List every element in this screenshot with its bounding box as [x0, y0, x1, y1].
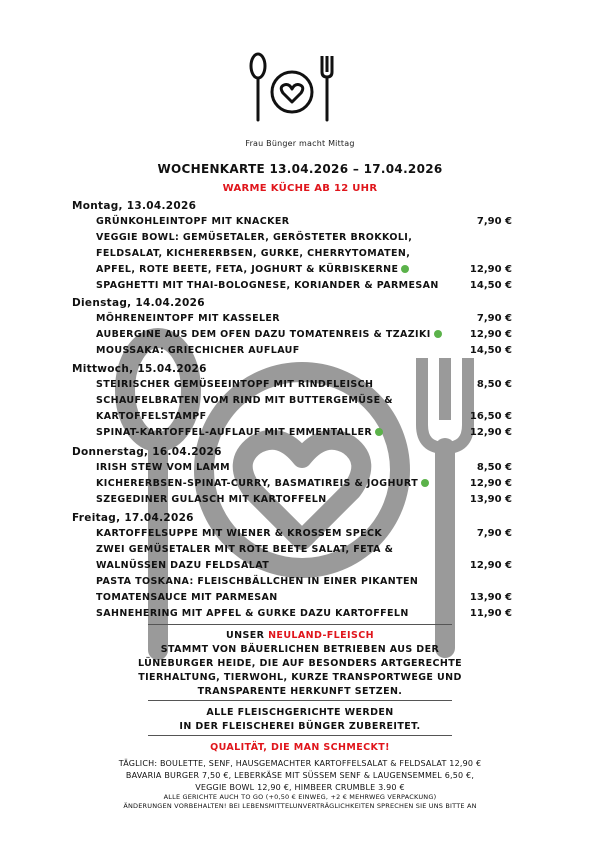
menu-item: ZWEI GEMÜSETALER MIT ROTE BEETE SALAT, FETA & — [96, 544, 394, 555]
menu-item: VEGGIE BOWL: GEMÜSETALER, GERÖSTETER BROKKOLI, — [96, 232, 413, 243]
quality-slogan: QUALITÄT, DIE MAN SCHMECKT! — [210, 742, 390, 753]
day-heading-tuesday: Dienstag, 14.04.2026 — [72, 297, 205, 309]
page-title: WOCHENKARTE 13.04.2026 – 17.04.2026 — [157, 162, 443, 176]
price: 13,90 € — [469, 592, 512, 603]
menu-item: STEIRISCHER GEMÜSEEINTOPF MIT RINDFLEISCH — [96, 379, 374, 390]
veg-leaf-icon — [401, 265, 409, 273]
price: 7,90 € — [476, 216, 512, 227]
day-heading-monday: Montag, 13.04.2026 — [72, 200, 197, 212]
daily-offers: TÄGLICH: BOULETTE, SENF, HAUSGEMACHTER KARTOFFELSALAT & FELDSALAT 12,90 € BAVARIA BURGER 7,50 €, LEBERKÄSE MIT SÜSSEM SENF & LAUGENSEMMEL 6,50 €, VEGGIE BOWL 12,90 €, HIMBEER CRUMBLE 3.90 € — [118, 759, 482, 792]
price: 12,90 € — [469, 264, 512, 275]
price: 8,50 € — [476, 379, 512, 390]
logo-icon — [244, 48, 344, 128]
togo-note: ALLE GERICHTE AUCH TO GO (+0,50 € EINWEG, +2 € MEHRWEG VERPACKUNG) — [163, 793, 437, 801]
divider — [148, 735, 452, 736]
menu-item: KARTOFFELSTAMPF — [96, 411, 207, 422]
price: 13,90 € — [469, 494, 512, 505]
menu-item: IRISH STEW VOM LAMM — [96, 462, 231, 473]
price: 12,90 € — [469, 427, 512, 438]
menu-item: SZEGEDINER GULASCH MIT KARTOFFELN — [96, 494, 327, 505]
menu-item: TOMATENSAUCE MIT PARMESAN — [96, 592, 278, 603]
menu-item: SAHNEHERING MIT APFEL & GURKE DAZU KARTOFFELN — [96, 608, 409, 619]
menu-item: WALNÜSSEN DAZU FELDSALAT — [96, 560, 270, 571]
menu-item: SCHAUFELBRATEN VOM RIND MIT BUTTERGEMÜSE & — [96, 395, 393, 406]
price: 16,50 € — [469, 411, 512, 422]
price: 14,50 € — [469, 345, 512, 356]
veg-leaf-icon — [434, 330, 442, 338]
meat-note: ALLE FLEISCHGERICHTE WERDEN IN DER FLEISCHEREI BÜNGER ZUBEREITET. — [179, 707, 421, 732]
price: 14,50 € — [469, 280, 512, 291]
menu-item: GRÜNKOHLEINTOPF MIT KNACKER — [96, 216, 290, 227]
divider — [148, 700, 452, 701]
menu-item: PASTA TOSKANA: FLEISCHBÄLLCHEN IN EINER PIKANTEN — [96, 576, 419, 587]
price: 12,90 € — [469, 478, 512, 489]
price: 8,50 € — [476, 462, 512, 473]
menu-item: FELDSALAT, KICHERERBSEN, GURKE, CHERRYTOMATEN, — [96, 248, 411, 259]
veg-leaf-icon — [375, 428, 383, 436]
menu-item: SPAGHETTI MIT THAI-BOLOGNESE, KORIANDER & PARMESAN — [96, 280, 439, 291]
menu-item: KARTOFFELSUPPE MIT WIENER & KROSSEM SPECK — [96, 528, 383, 539]
neuland-block: UNSER NEULAND-FLEISCH STAMMT VON BÄUERLICHEN BETRIEBEN AUS DER LÜNEBURGER HEIDE, DIE AUF BESONDERS ARTGERECHTE TIERHALTUNG, TIERWOHL, KURZE TRANSPORTWEGE UND TRANSPARENTE HERKUNFT SETZEN. — [137, 630, 463, 697]
veg-leaf-icon — [421, 479, 429, 487]
menu-item: APFEL, ROTE BEETE, FETA, JOGHURT & KÜRBISKERNE — [96, 264, 409, 275]
menu-item: MOUSSAKA: GRIECHICHER AUFLAUF — [96, 345, 300, 356]
menu-item: SPINAT-KARTOFFEL-AUFLAUF MIT EMMENTALLER — [96, 427, 383, 438]
neuland-highlight: NEULAND-FLEISCH — [268, 630, 374, 641]
price: 7,90 € — [476, 528, 512, 539]
day-heading-friday: Freitag, 17.04.2026 — [72, 512, 194, 524]
subtitle: WARME KÜCHE AB 12 UHR — [222, 183, 378, 194]
allergy-note: ÄNDERUNGEN VORBEHALTEN! BEI LEBENSMITTELUNVERTRÄGLICHKEITEN SPRECHEN SIE UNS BITTE AN — [123, 802, 477, 810]
price: 7,90 € — [476, 313, 512, 324]
menu-item: MÖHRENEINTOPF MIT KASSELER — [96, 313, 281, 324]
price: 12,90 € — [469, 560, 512, 571]
price: 12,90 € — [469, 329, 512, 340]
brand-name: Frau Bünger macht Mittag — [245, 139, 355, 148]
price: 11,90 € — [469, 608, 512, 619]
menu-item: KICHERERBSEN-SPINAT-CURRY, BASMATIREIS & JOGHURT — [96, 478, 429, 489]
menu-item: AUBERGINE AUS DEM OFEN DAZU TOMATENREIS & TZAZIKI — [96, 329, 442, 340]
day-heading-wednesday: Mittwoch, 15.04.2026 — [72, 363, 207, 375]
divider — [148, 624, 452, 625]
day-heading-thursday: Donnerstag, 16.04.2026 — [72, 446, 222, 458]
